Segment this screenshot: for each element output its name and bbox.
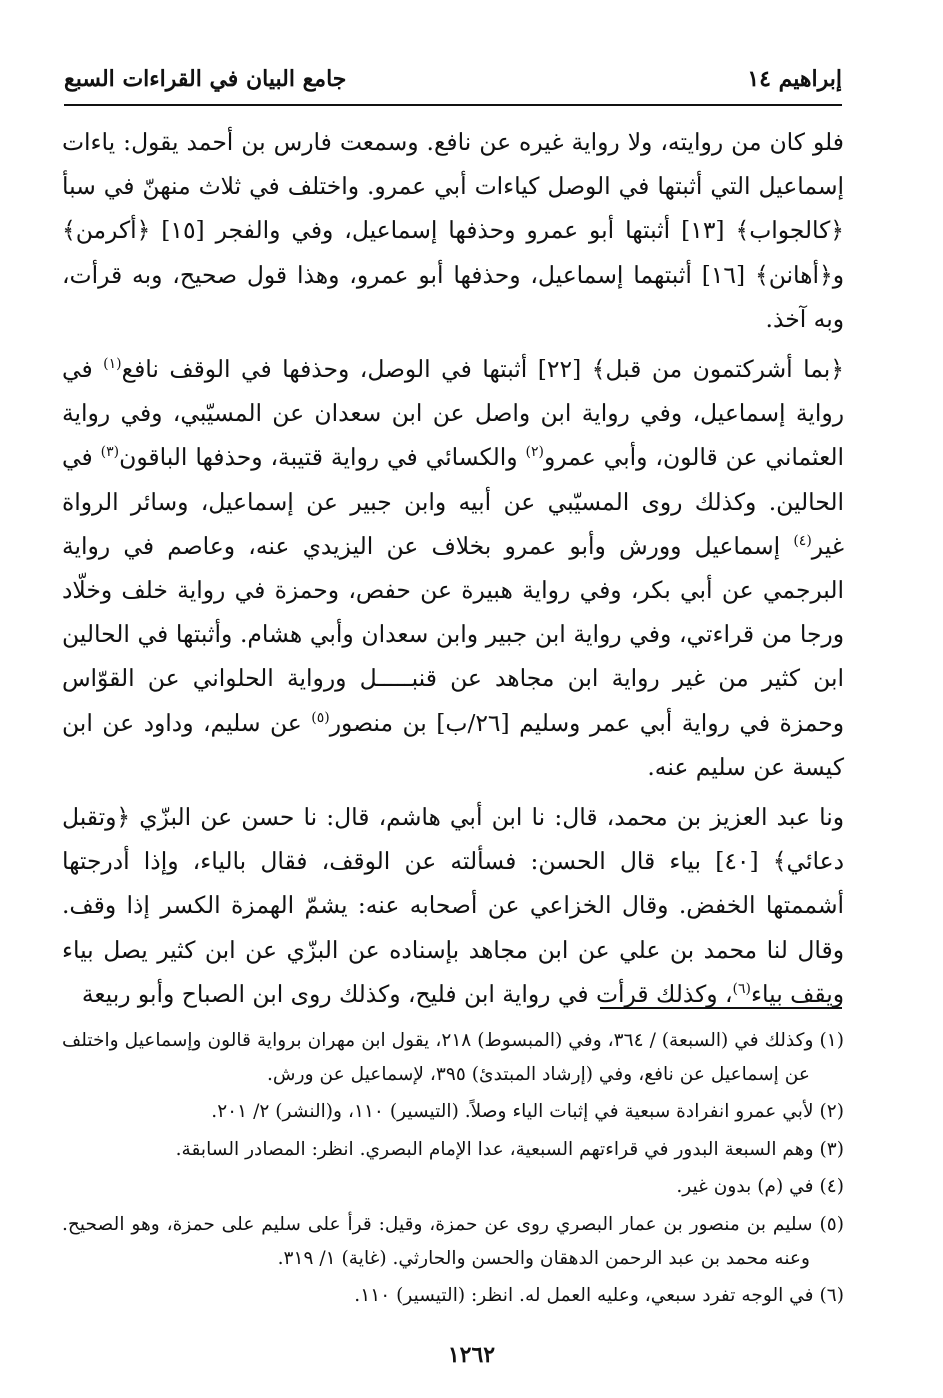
footnote-ref-4: (٤) [793, 533, 812, 550]
footnote-1: (١) وكذلك في (السبعة) / ٣٦٤، وفي (المبسوط) ٢١٨، يقول ابن مهران برواية قالون وإسماعيل واختلف عن إسماعيل عن نافع، وفي (إرشاد المبتدئ) ٣٩٥، لإسماعيل عن ورش. [62, 1030, 844, 1085]
footnote-5: (٥) سليم بن منصور بن عمار البصري روى عن حمزة، وقيل: قرأ على سليم على حمزة، وهو الصحيح. وعنه محمد بن عبد الرحمن الدهقان والحسن والحارثي. (غاية) ١/ ٣١٩. [62, 1213, 844, 1269]
paragraph-2-text-f: عن سليم، وداود عن ابن كيسة عن سليم عنه. [62, 708, 844, 781]
paragraph-2-text-d: في الحالين. وكذلك روى المسيّبي عن أبيه وابن جبير عن إسماعيل، وسائر الرواة غير [62, 443, 844, 560]
header-rule [64, 104, 842, 106]
paragraph-2-text-b: في رواية إسماعيل، وفي رواية ابن واصل عن ابن سعدان عن المسيّبي، وفي رواية العثماني عن قالون، وأبي عمرو [62, 355, 844, 472]
page-number: ١٢٦٢ [447, 1342, 496, 1368]
header-chapter: إبراهيم ١٤ [747, 66, 842, 92]
footnote-3: (٣) وهم السبعة البدور في قراءتهم السبعية، عدا الإمام البصري. انظر: المصادر السابقة. [175, 1138, 844, 1160]
paragraph-2-text-c: والكسائي في رواية قتيبة، وحذفها الباقون [119, 443, 526, 472]
footnote-2: (٢) لأبي عمرو انفرادة سبعية في إثبات الياء وصلاً. (التيسير) ١١٠، و(النشر) ٢/ ٢٠١. [211, 1101, 844, 1123]
footnotes [62, 1024, 844, 1317]
header-book-title: جامع البيان في القراءات السبع [64, 66, 347, 92]
footnote-ref-6: (٦) [732, 981, 752, 998]
footnote-ref-1: (١) [103, 356, 122, 373]
running-header [64, 58, 842, 92]
footnote-separator [600, 1007, 842, 1009]
paragraph-3 [62, 795, 844, 1016]
main-text [62, 120, 844, 1016]
footnote-6: (٦) في الوجه تفرد سبعي، وعليه العمل له. انظر: (التيسير) ١١٠. [354, 1285, 844, 1307]
paragraph-2 [62, 347, 844, 789]
footnote-4: (٤) في (م) بدون غير. [676, 1176, 844, 1198]
paragraph-3-text-a: ونا عبد العزيز بن محمد، قال: نا ابن أبي هاشم، قال: نا حسن عن البزّي ﴿وتقبل دعائي﴾ [٤٠] بياء قال الحسن: فسألته عن الوقف، فقال بالياء، وإذا أدرجتها أشممتها الخفض. وقال الخزاعي عن أصحابه عنه: يشمّ الهمزة الكسر إذا وقف. وقال لنا محمد بن علي عن ابن مجاهد بإسناده عن البزّي عن ابن كثير يصل بياء ويقف بياء [62, 803, 845, 1008]
paragraph-2-text-a: ﴿بما أشركتمون من قبل﴾ [٢٢] أثبتها في الوصل، وحذفها في الوقف نافع [121, 355, 844, 384]
footnote-ref-3: (٣) [100, 444, 120, 461]
paragraph-2-text-e: إسماعيل وورش وأبو عمرو بخلاف عن اليزيدي عنه، وعاصم في رواية البرجمي عن أبي بكر، وفي رواية هبيرة عن حفص، وحمزة في رواية خلف وخلّاد ورجا من قراءتي، وفي رواية ابن جبير وابن سعدان وأبي هشام. وأثبتها في الحالين ابن كثير من غير رواية ابن مجاهد عن قنبـــــل ورواية الحلواني عن القوّاس وحمزة في رواية أبي عمر وسليم [٢٦/ب] بن منصور [62, 531, 844, 737]
paragraph-1: فلو كان من روايته، ولا رواية غيره عن نافع. وسمعت فارس بن أحمد يقول: ياءات إسماعيل التي أثبتها في الوصل كياءات أبي عمرو. واختلف في ثلاث منهنّ في سبأ ﴿كالجواب﴾ [١٣] أثبتها أبو عمرو وحذفها إسماعيل، وفي والفجر [١٥] ﴿أكرمن﴾ و﴿أهانن﴾ [١٦] أثبتهما إسماعيل، وحذفها أبو عمرو، وهذا قول صحيح، وبه قرأت، وبه آخذ. [62, 128, 845, 333]
paragraph-3-text-b: ، وكذلك قرأت في رواية ابن فليح، وكذلك روى ابن الصباح وأبو ربيعة [81, 979, 733, 1008]
footnote-ref-5: (٥) [311, 709, 330, 726]
footnote-ref-2: (٢) [525, 444, 544, 461]
